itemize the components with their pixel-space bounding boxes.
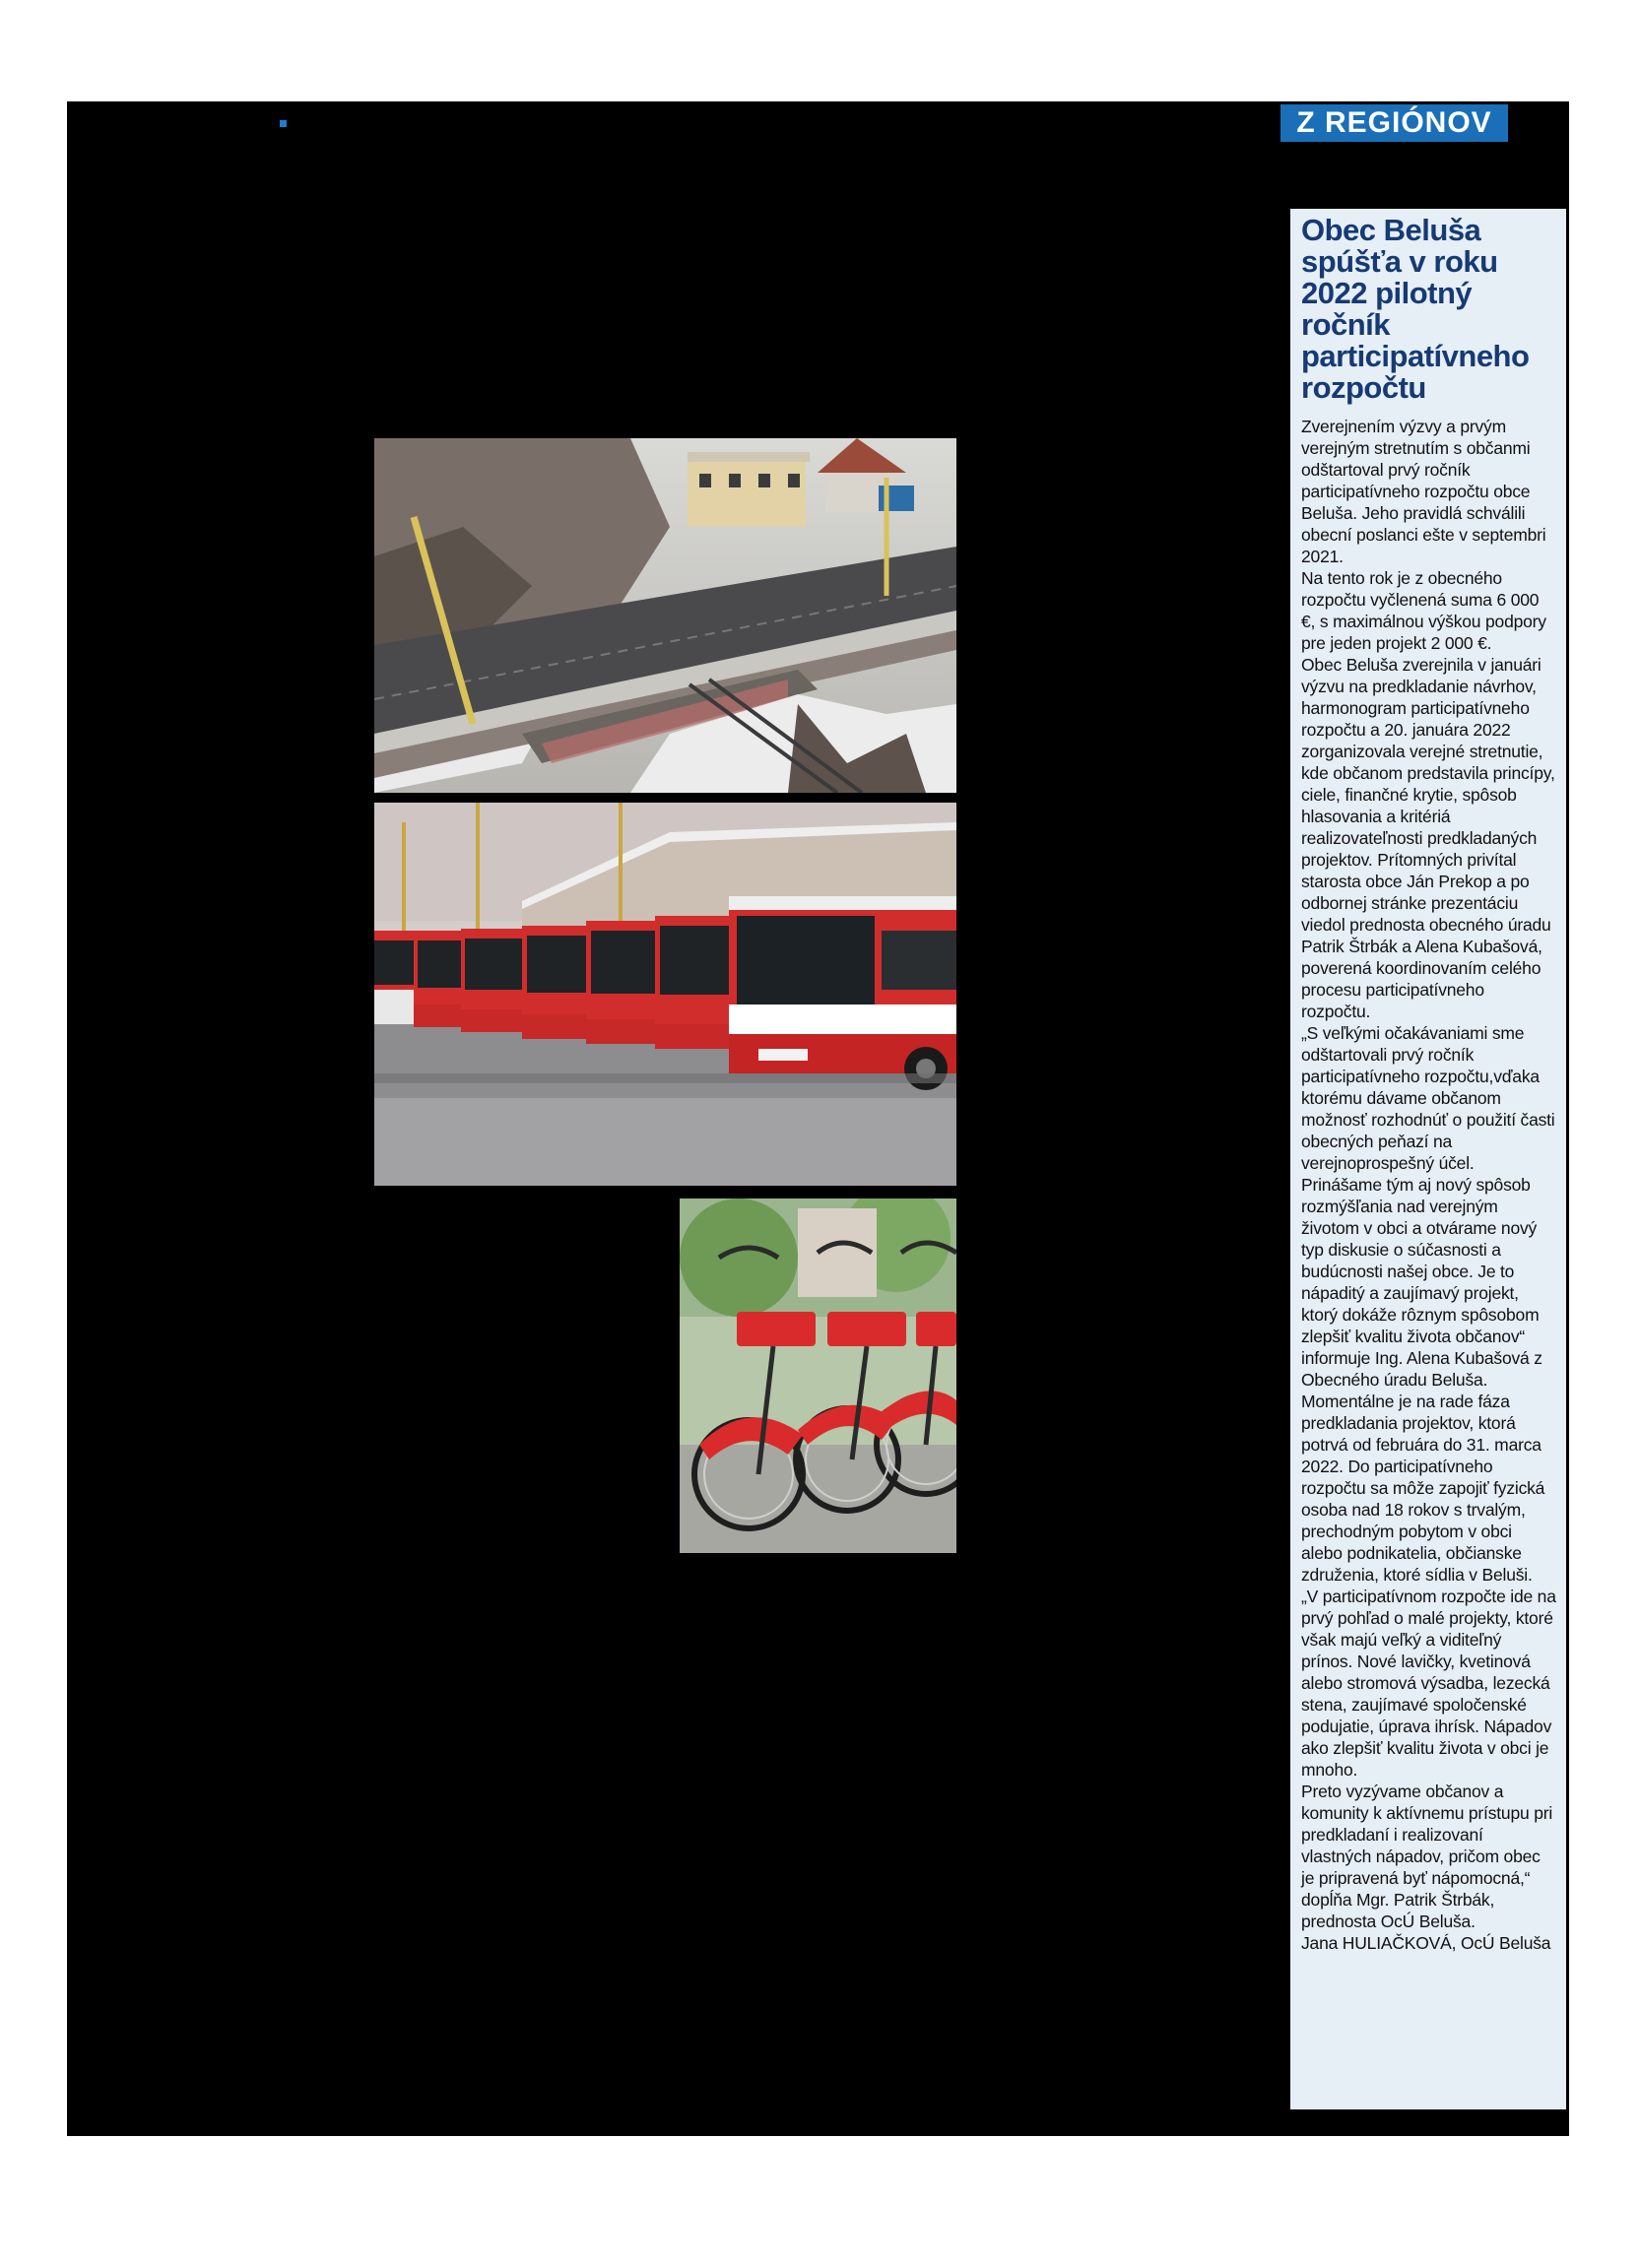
article-headline: Obec Beluša spúšťa v roku 2022 pilotný ročník participatívneho rozpočtu	[1301, 213, 1530, 405]
article-body	[1301, 416, 1556, 1954]
article-author: Jana HULIAČKOVÁ, OcÚ Beluša	[1301, 1933, 1551, 1953]
article-paragraph: „S veľkými očakávaniami sme odštartovali prvý ročník participatívneho rozpočtu,vďaka ktorému dávame občanom možnosť rozhodnúť o použití časti obecných peňazí na verejnoprospešný účel. Prinášame tým aj nový spôsob rozmýšľania nad verejným životom v obci a otvárame nový typ diskusie o súčasnosti a budúcnosti našej obce. Je to nápaditý a zaujímavý projekt, ktorý dokáže rôznym spôsobom zlepšiť kvalitu života občanov“ informuje Ing. Alena Kubašová z Obecného úradu Beluša.	[1301, 1023, 1555, 1390]
article-paragraph: Zverejnením výzvy a prvým verejným stretnutím s občanmi odštartoval prvý ročník participatívneho rozpočtu obce Beluša. Jeho pravidlá schválili obecní poslanci ešte v septembri 2021.	[1301, 417, 1546, 566]
bikes-photo	[680, 1199, 956, 1553]
article-paragraph: „V participatívnom rozpočte ide na prvý pohľad o malé projekty, ktoré však majú veľký a viditeľný prínos. Nové lavičky, kvetinová alebo stromová výsadba, lezecká stena, zaujímavé spoločenské podujatie, úprava ihrísk. Nápadov ako zlepšiť kvalitu života v obci je mnoho.	[1301, 1587, 1556, 1780]
article-paragraph: Preto vyzývame občanov a komunity k aktívnemu prístupu pri predkladaní i realizovaní vlastných nápadov, pričom obec je pripravená byť nápomocná,“ dopĺňa Mgr. Patrik Štrbák, prednosta OcÚ Beluša.	[1301, 1782, 1553, 1931]
article-paragraph: Momentálne je na rade fáza predkladania projektov, ktorá potrvá od februára do 31. marca 2022. Do participatívneho rozpočtu sa môže zapojiť fyzická osoba nad 18 rokov s trvalým, prechodným pobytom v obci alebo podnikatelia, občianske združenia, ktoré sídlia v Beluši.	[1301, 1392, 1545, 1585]
article-sidebar	[1290, 209, 1566, 2109]
article-paragraph: Obec Beluša zverejnila v januári výzvu na predkladanie návrhov, harmonogram participatívneho rozpočtu a 20. januára 2022 zorganizovala verejné stretnutie, kde občanom predstavila princípy, ciele, finančné krytie, spôsob hlasovania a kritériá realizovateľnosti predkladaných projektov. Prítomných privítal starosta obce Ján Prekop a po odbornej stránke prezentáciu viedol prednosta obecného úradu Patrik Štrbák a Alena Kubašová, poverená koordinovaním celého procesu participatívneho rozpočtu.	[1301, 655, 1555, 1021]
page-marker	[280, 120, 287, 127]
buses-photo	[374, 803, 956, 1186]
article-paragraph: Na tento rok je z obecného rozpočtu vyčlenená suma 6 000 €, s maximálnou výškou podpory pre jeden projekt 2 000 €.	[1301, 568, 1546, 653]
bridge-photo	[374, 438, 956, 793]
section-tag: Z REGIÓNOV	[1280, 104, 1508, 142]
